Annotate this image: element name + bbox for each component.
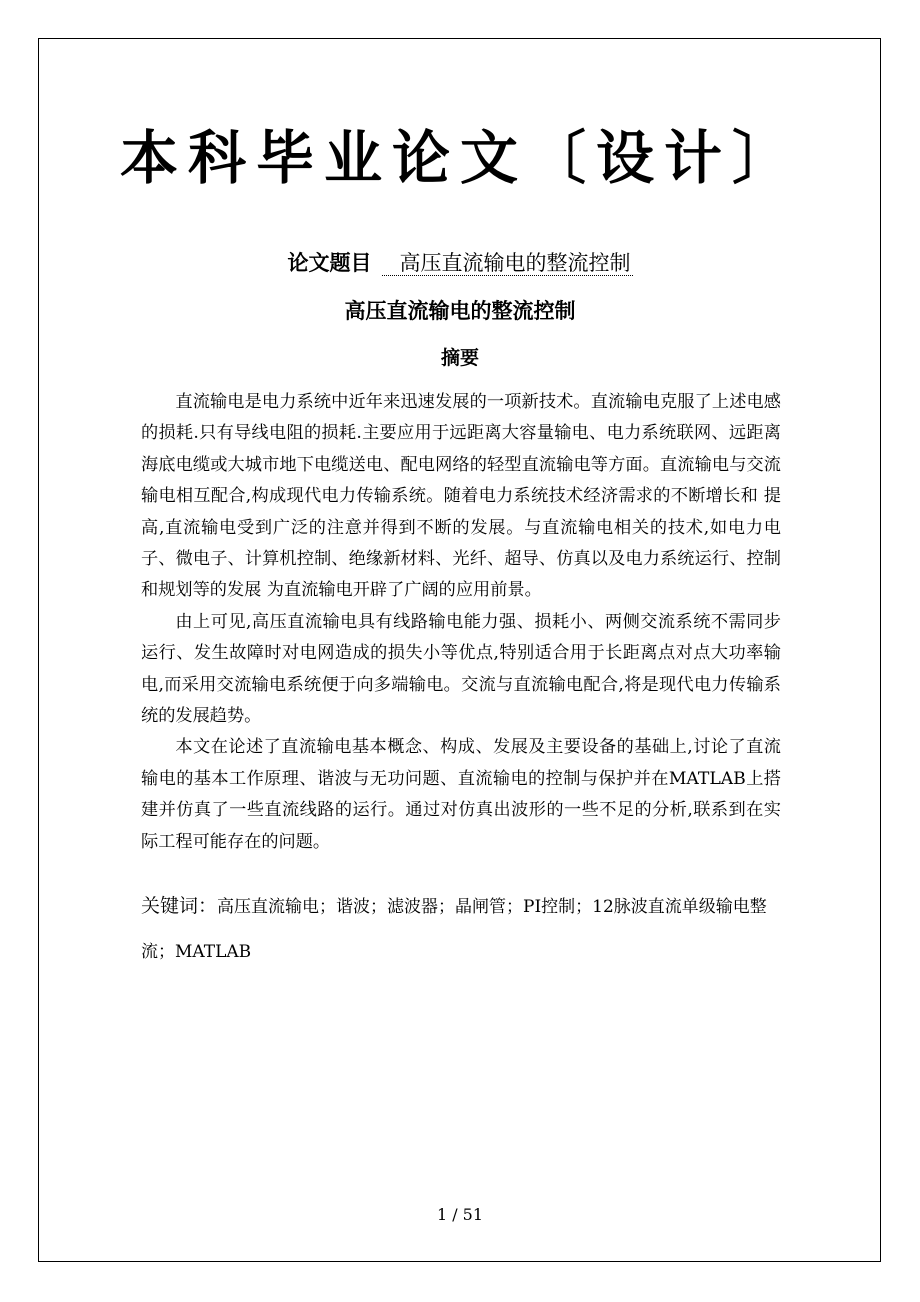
abstract-paragraph: 本文在论述了直流输电基本概念、构成、发展及主要设备的基础上,讨论了直流输电的基本工作原理、谐波与无功问题、直流输电的控制与保护并在MATLAB上搭建并仿真了一些直流线路的运行。通过对仿真出波形的一些不足的分析,联系到在实际工程可能存在的问题。	[141, 737, 781, 852]
abstract-body	[141, 387, 781, 858]
abstract-paragraph: 直流输电是电力系统中近年来迅速发展的一项新技术。直流输电克服了上述电感的损耗.只有导线电阻的损耗.主要应用于远距离大容量输电、电力系统联网、远距离海底电缆或大城市地下电缆送电、配电网络的轻型直流输电等方面。直流输电与交流输电相互配合,构成现代电力传输系统。随着电力系统技术经济需求的不断增长和 提高,直流输电受到广泛的注意并得到不断的发展。与直流输电相关的技术,如电力电子、微电子、计算机控制、绝缘新材料、光纤、超导、仿真以及电力系统运行、控制和规划等的发展 为直流输电开辟了广阔的应用前景。	[141, 392, 781, 601]
thesis-title-row	[0, 248, 920, 278]
subtitle: 高压直流输电的整流控制	[344, 299, 576, 323]
abstract-heading: 摘要	[440, 347, 479, 369]
page-number: 1 / 51	[436, 1205, 484, 1224]
keywords-label: 关键词：	[141, 895, 218, 917]
thesis-title-value: 高压直流输电的整流控制	[382, 251, 633, 276]
keywords-value: 高压直流输电；谐波；滤波器；晶闸管；PI控制；12脉波直流单级输电整流；MATLAB	[141, 897, 767, 962]
main-title: 本科毕业论文〔设计〕	[119, 124, 800, 192]
keywords	[141, 884, 791, 975]
thesis-title-label: 论文题目	[287, 251, 372, 275]
abstract-paragraph: 由上可见,高压直流输电具有线路输电能力强、损耗小、两侧交流系统不需同步运行、发生故障时对电网造成的损失小等优点,特别适合用于长距离点对点大功率输电,而采用交流输电系统便于向多端输电。交流与直流输电配合,将是现代电力传输系统的发展趋势。	[141, 611, 781, 727]
